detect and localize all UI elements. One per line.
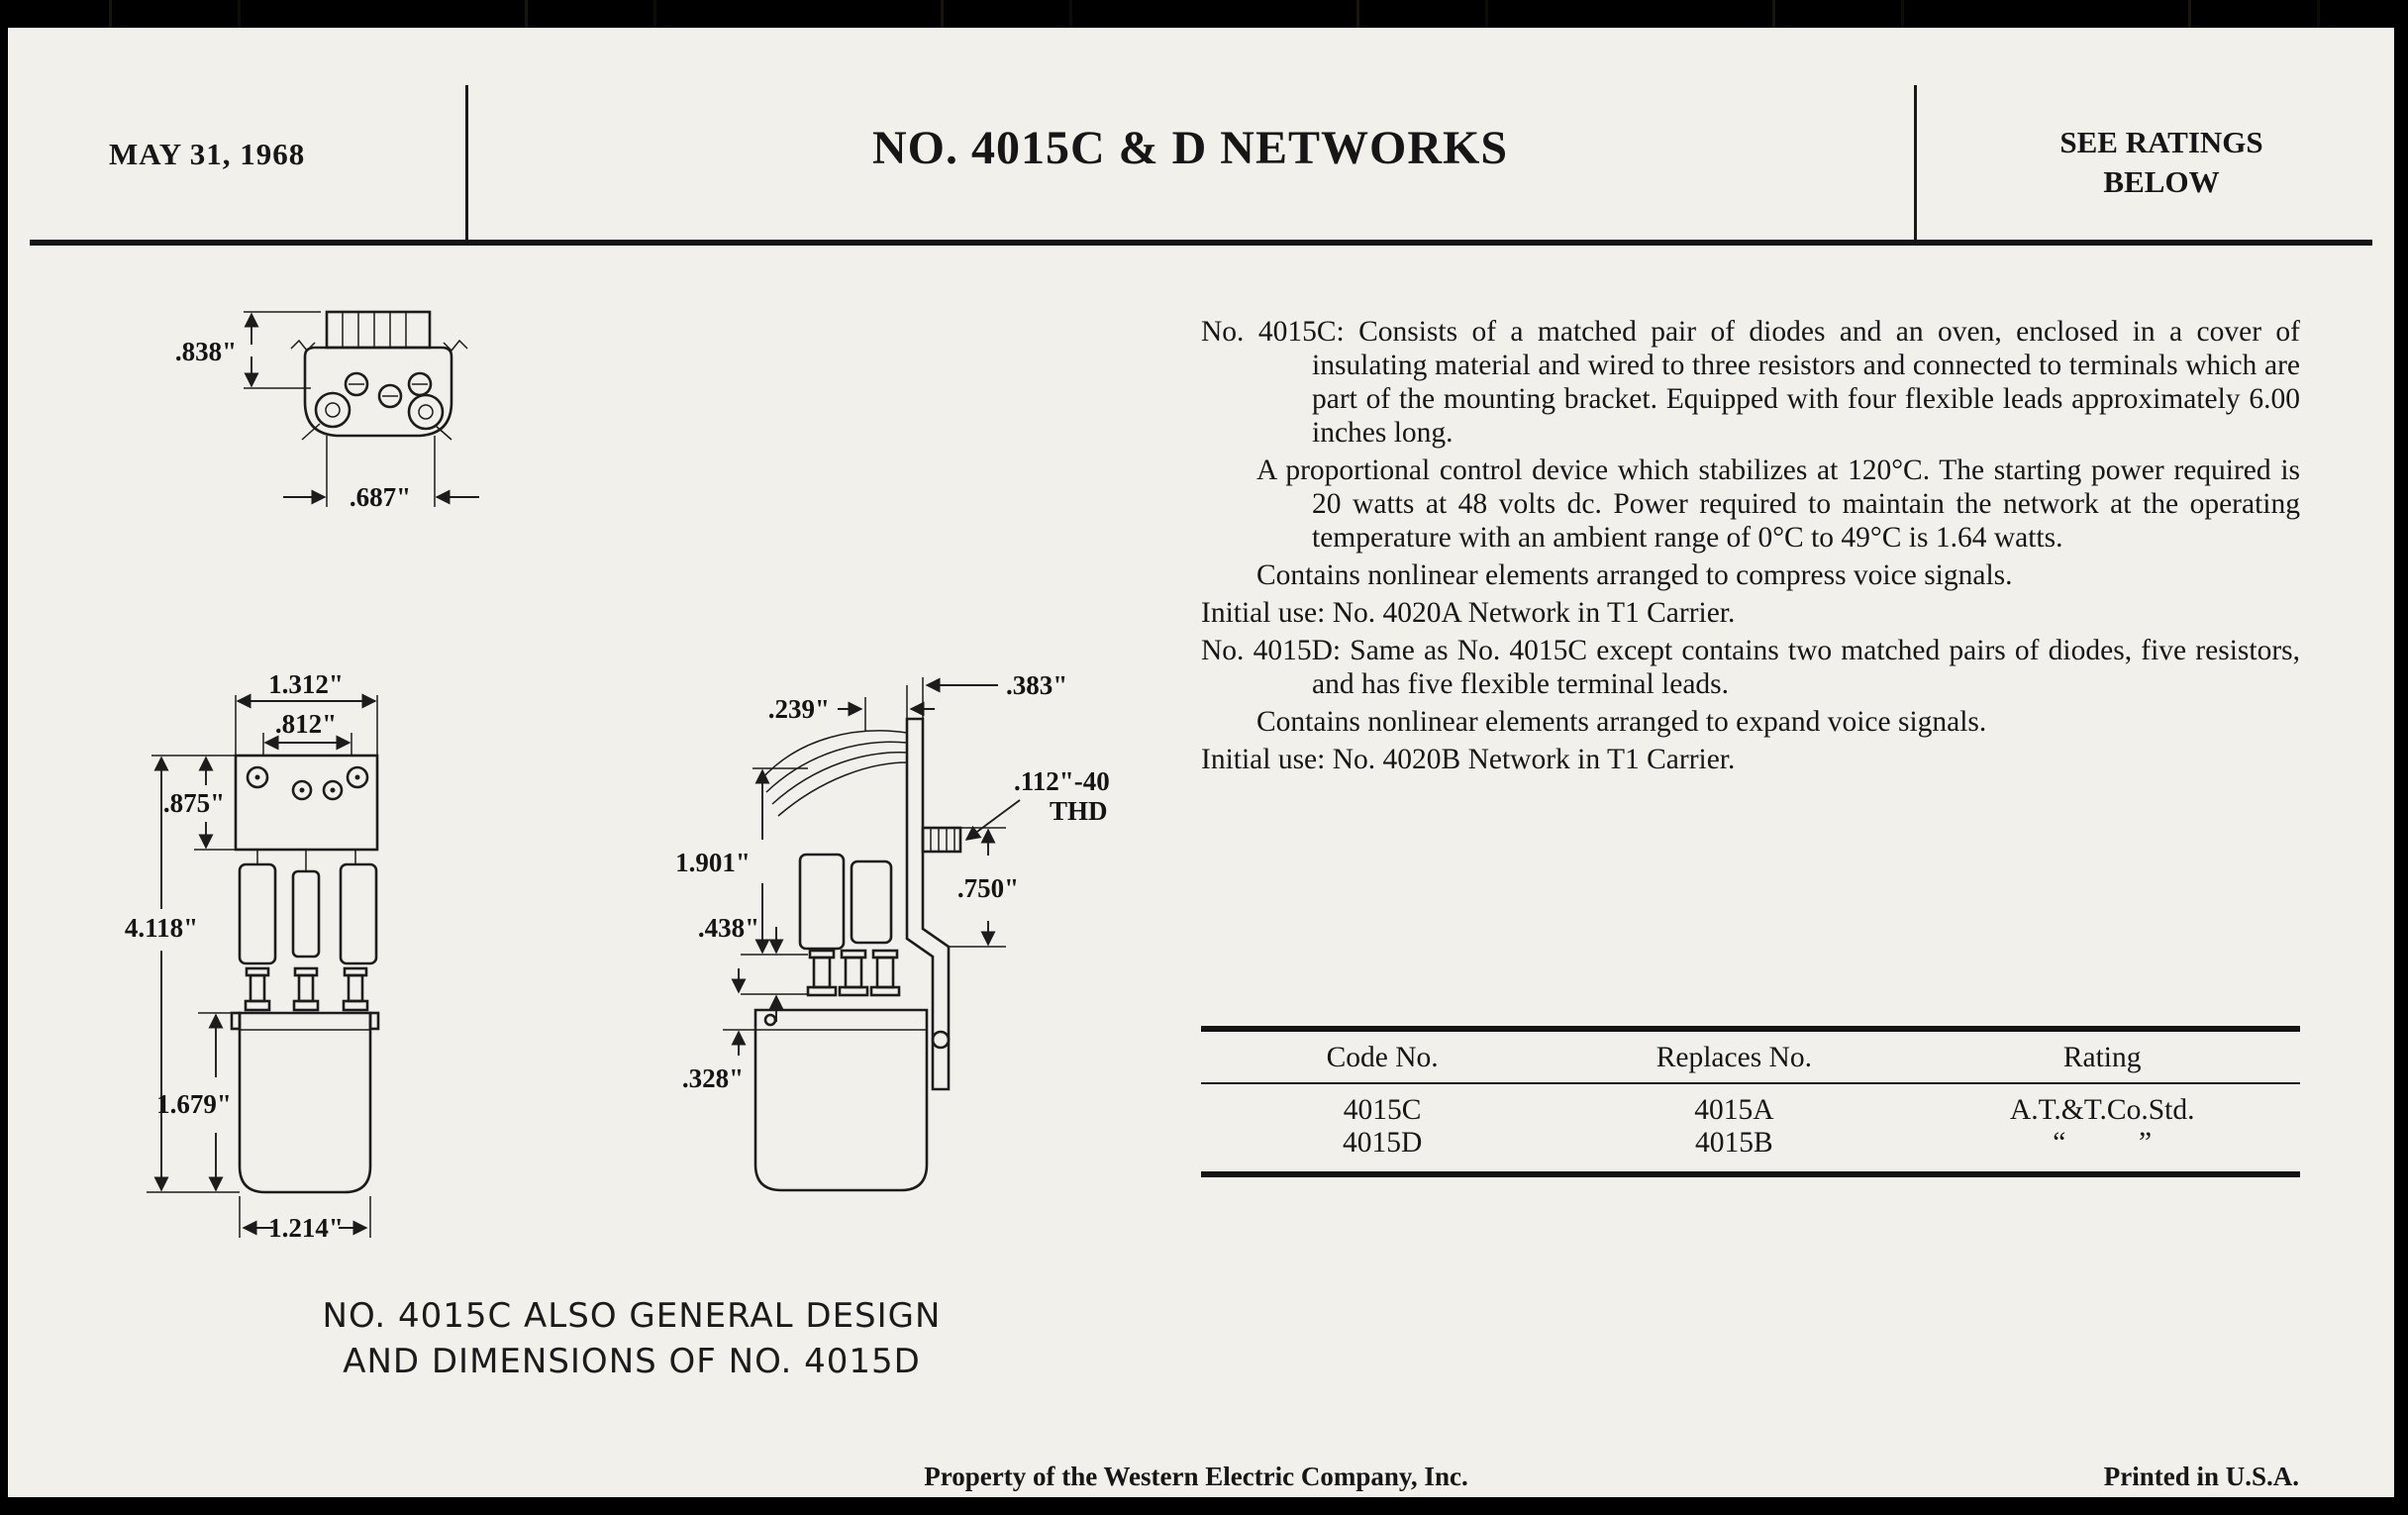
dim-1901-label: 1.901" xyxy=(675,848,751,877)
scan-artifact-strip xyxy=(0,0,2408,30)
ratings-table-header-row xyxy=(1201,1032,2300,1084)
figure-caption xyxy=(156,1293,1107,1384)
figure-caption-line1: NO. 4015C ALSO GENERAL DESIGN xyxy=(322,1296,942,1336)
dim-1312-label: 1.312" xyxy=(268,669,344,699)
property-note: Property of the Western Electric Company, Inc. xyxy=(924,1462,1468,1491)
description-paragraph-expand: Contains nonlinear elements arranged to expand voice signals. xyxy=(1256,706,1987,738)
dim-812-label: .812" xyxy=(274,709,338,739)
dim-875-label: .875" xyxy=(162,788,226,818)
description-paragraph-initial-use-c: Initial use: No. 4020A Network in T1 Carrier. xyxy=(1201,597,1736,629)
description-paragraph-initial-use-d: Initial use: No. 4020B Network in T1 Carrier. xyxy=(1201,744,1736,775)
table-header-code-no: Code No. xyxy=(1326,1042,1439,1073)
description-paragraph-4015c: No. 4015C: Consists of a matched pair of diodes and an oven, enclosed in a cover of insulating material and wired to three resistors and connected to terminals which are part of the mounting bracket. Equipped with four flexible leads approximately 6.00 inches long. xyxy=(1201,316,2300,449)
table-cell-rating: A.T.&T.Co.Std. xyxy=(2009,1094,2195,1126)
table-cell-replaces: 4015A xyxy=(1694,1094,1774,1126)
dim-4118-label: 4.118" xyxy=(124,913,199,943)
table-row xyxy=(1201,1084,2300,1127)
side-view-drawing xyxy=(675,670,1110,1190)
dim-1679-label: 1.679" xyxy=(156,1089,232,1119)
description-paragraph-control: A proportional control device which stabilizes at 120°C. The starting power required is 20 watts at 48 volts dc. Power required to maintain the network at the operating temperature with an ambient range of 0°C to 49°C is 1.64 watts. xyxy=(1256,454,2300,554)
dim-750-label: .750" xyxy=(956,873,1020,903)
table-cell-rating: “ ” xyxy=(2053,1127,2153,1159)
description-paragraph-4015d: No. 4015D: Same as No. 4015C except contains two matched pairs of diodes, five resistors, and has five flexible terminal leads. xyxy=(1201,635,2300,700)
dim-328-label: .328" xyxy=(681,1063,745,1093)
header-rule xyxy=(30,240,2372,246)
dim-1214-label: 1.214" xyxy=(268,1213,344,1243)
dim-239-label: .239" xyxy=(767,694,830,724)
header-divider-right xyxy=(1914,85,1917,240)
dim-687-label: .687" xyxy=(349,482,412,512)
technical-drawing xyxy=(67,285,1196,1256)
table-row xyxy=(1201,1127,2300,1171)
front-view-drawing xyxy=(125,669,378,1243)
ratings-table xyxy=(1201,1026,2300,1177)
ratings-note-line1: SEE RATINGS xyxy=(2059,125,2263,159)
dim-438-label: .438" xyxy=(697,913,760,943)
page-title: NO. 4015C & D NETWORKS xyxy=(871,122,1509,174)
ratings-note-line2: BELOW xyxy=(2103,164,2220,199)
dim-383-label: .383" xyxy=(1006,670,1068,700)
description-paragraph-compress: Contains nonlinear elements arranged to compress voice signals. xyxy=(1256,559,2013,591)
figure-caption-line2: AND DIMENSIONS OF NO. 4015D xyxy=(343,1342,921,1381)
header-divider-left xyxy=(465,85,468,240)
table-cell-replaces: 4015B xyxy=(1695,1127,1773,1159)
thread-callout-line1: .112"-40 xyxy=(1014,766,1110,796)
table-cell-code: 4015C xyxy=(1343,1094,1422,1126)
printed-note: Printed in U.S.A. xyxy=(2103,1462,2299,1491)
table-cell-code: 4015D xyxy=(1342,1127,1423,1159)
ratings-note xyxy=(1949,123,2374,202)
thread-callout-line2: THD xyxy=(1050,796,1108,826)
top-view-drawing xyxy=(175,312,479,512)
table-header-replaces-no: Replaces No. xyxy=(1656,1042,1812,1073)
document-page xyxy=(8,28,2394,1497)
date-label: MAY 31, 1968 xyxy=(109,137,306,171)
table-header-rating: Rating xyxy=(2062,1042,2142,1073)
dim-838-label: .838" xyxy=(174,337,238,366)
description-section xyxy=(1201,315,2300,780)
